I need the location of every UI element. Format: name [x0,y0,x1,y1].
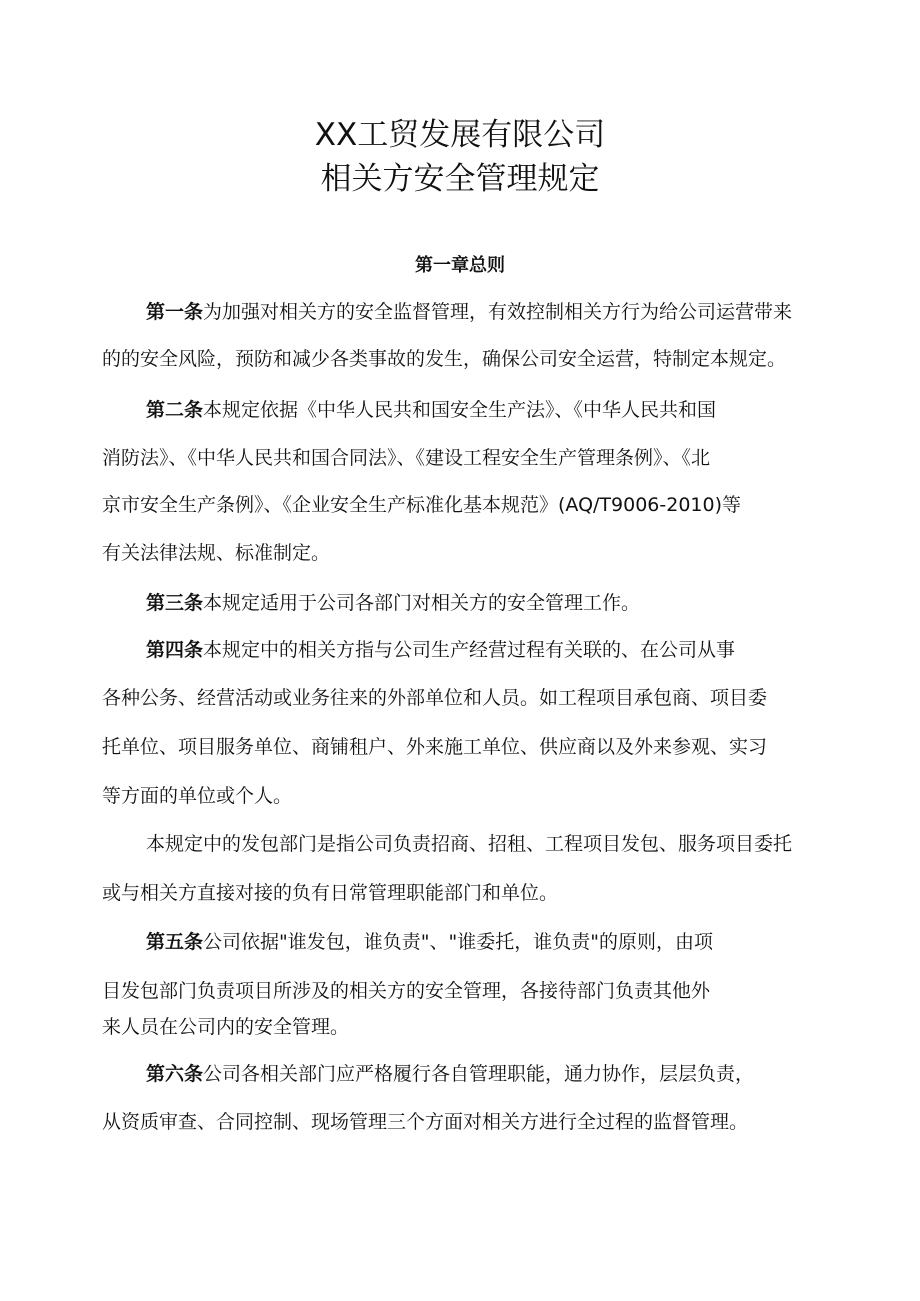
company-name: XX工贸发展有限公司 [314,117,606,153]
article-6-line-1 [146,1060,754,1088]
article-2-line-2: 消防法》、《中华人民共和国合同法》、《建设工程安全生产管理条例》、《北 [102,447,711,469]
article-4-line-4: 等方面的单位或个人。 [102,785,293,807]
article-5-line-3: 来人员在公司内的安全管理。 [102,1016,350,1038]
paragraph-contracting-dept-line-1: 本规定中的发包部门是指公司负责招商、招租、工程项目发包、服务项目委托 [146,833,793,855]
article-3-text-1: 本规定适用于公司各部门对相关方的安全管理工作。 [203,592,641,614]
article-5-label: 第五条 [146,931,204,953]
article-3-line-1 [146,589,640,617]
article-2-label: 第二条 [146,399,204,421]
article-6-text-1: 公司各相关部门应严格履行各自管理职能，通力协作，层层负责， [203,1063,755,1085]
article-2-line-4: 有关法律法规、标准制定。 [102,542,331,564]
article-5-text-1: 公司依据"谁发包，谁负责"、"谁委托，谁负责"的原则，由项 [203,931,713,953]
article-5-line-2: 目发包部门负责项目所涉及的相关方的安全管理，各接待部门负责其他外 [102,980,711,1002]
paragraph-contracting-dept-line-2: 或与相关方直接对接的负有日常管理职能部门和单位。 [102,882,559,904]
article-6-label: 第六条 [146,1063,204,1085]
chapter-heading: 第一章总则 [415,255,505,276]
article-4-line-3: 托单位、项目服务单位、商铺租户、外来施工单位、供应商以及外来参观、实习 [102,736,768,758]
article-2-line-1 [146,396,716,424]
article-6-line-2: 从资质审查、合同控制、现场管理三个方面对相关方进行全过程的监督管理。 [102,1111,749,1133]
document-title: 相关方安全管理规定 [320,161,600,197]
article-2-text-1: 本规定依据《中华人民共和国安全生产法》、《中华人民共和国 [203,399,717,421]
article-1-label: 第一条 [146,301,204,323]
article-1-text-1: 为加强对相关方的安全监督管理，有效控制相关方行为给公司运营带来 [203,301,793,323]
article-2-line-3: 京市安全生产条例》、《企业安全生产标准化基本规范》(AQ/T9006-2010)等 [102,494,742,516]
article-5-line-1 [146,928,713,956]
article-4-line-2: 各种公务、经营活动或业务往来的外部单位和人员。如工程项目承包商、项目委 [102,687,768,709]
article-1-line-2: 的的安全风险，预防和减少各类事故的发生，确保公司安全运营，特制定本规定。 [102,348,787,370]
article-4-text-1: 本规定中的相关方指与公司生产经营过程有关联的、在公司从事 [203,639,736,661]
article-3-label: 第三条 [146,592,204,614]
article-4-line-1 [146,636,735,664]
article-1-line-1 [146,298,792,326]
article-4-label: 第四条 [146,639,204,661]
